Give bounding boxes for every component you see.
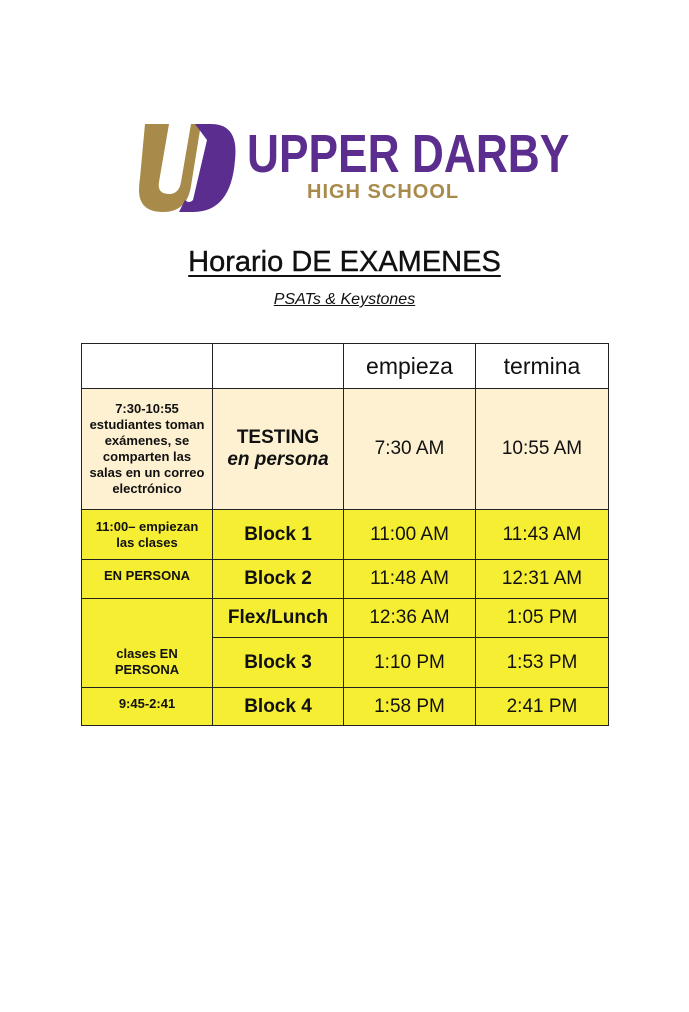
block-label: Flex/Lunch [213, 599, 344, 638]
testing-label-sub: en persona [227, 449, 329, 470]
table-row [82, 638, 609, 688]
block-label: Block 1 [213, 510, 344, 560]
class-hours-note [82, 688, 213, 726]
header-cell [213, 344, 344, 389]
block-start: 12:36 AM [344, 599, 476, 638]
page-title-text: Horario DE EXAMENES [188, 246, 501, 278]
block-label: Block 3 [213, 638, 344, 688]
testing-label: TESTING [236, 427, 320, 448]
school-logo [135, 120, 570, 216]
logo-school-type: HIGH SCHOOL [307, 181, 460, 203]
testing-label-cell [213, 389, 344, 510]
in-person-note [82, 560, 213, 599]
classes-in-person-note [82, 638, 213, 688]
logo-school-name: UPPER DARBY [247, 124, 570, 184]
class-hours-note-text: 9:45-2:41 [118, 696, 176, 711]
testing-note [82, 389, 213, 510]
header-cell [82, 344, 213, 389]
block-start: 11:48 AM [344, 560, 476, 599]
page-subtitle: PSATs & Keystones [273, 291, 416, 308]
table-row [82, 688, 609, 726]
table-row [82, 599, 609, 638]
block-start: 1:58 PM [344, 688, 476, 726]
testing-note-text: 7:30-10:55 estudiantes toman exámenes, se comparten las salas en un correo electrónico [89, 401, 205, 496]
classes-start-note [82, 510, 213, 560]
block-end: 11:43 AM [476, 510, 609, 560]
block-end: 1:05 PM [476, 599, 609, 638]
table-row [82, 510, 609, 560]
header-start: empieza [344, 344, 476, 389]
exam-schedule-table [81, 343, 609, 726]
table-header-row [82, 344, 609, 389]
table-row [82, 560, 609, 599]
classes-in-person-note-text: clases EN PERSONA [114, 646, 180, 678]
block-start: 11:00 AM [344, 510, 476, 560]
block-label: Block 2 [213, 560, 344, 599]
table-row-testing [82, 389, 609, 510]
testing-start: 7:30 AM [344, 389, 476, 510]
in-person-note-text: EN PERSONA [104, 568, 190, 583]
block-label: Block 4 [213, 688, 344, 726]
block-end: 1:53 PM [476, 638, 609, 688]
block-end: 12:31 AM [476, 560, 609, 599]
testing-end: 10:55 AM [476, 389, 609, 510]
block-end: 2:41 PM [476, 688, 609, 726]
ud-monogram-icon [135, 120, 239, 216]
classes-start-note-text: 11:00– empiezan las clases [95, 518, 199, 550]
page-title [0, 246, 689, 279]
header-end: termina [476, 344, 609, 389]
block-start: 1:10 PM [344, 638, 476, 688]
empty-note-cell [82, 599, 213, 638]
